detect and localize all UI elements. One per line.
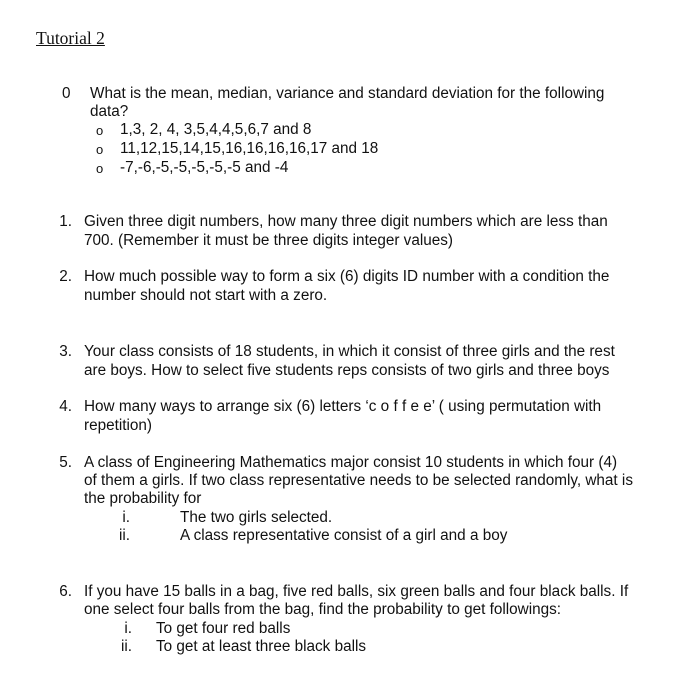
bullet-icon: o (96, 161, 104, 176)
question-text: data? (90, 103, 129, 120)
question-text: one select four balls from the bag, find the probability to get followings: (84, 601, 562, 618)
question-text: Given three digit numbers, how many three digit numbers which are less than (84, 213, 608, 230)
question-text: number should not start with a zero. (84, 287, 328, 304)
sub-question-text: To get at least three black balls (156, 638, 367, 655)
question-number: 2. (59, 268, 72, 285)
question-text: of them a girls. If two class representative needs to be selected randomly, what is (84, 472, 633, 489)
question-text: the probability for (84, 490, 202, 507)
question-text: How many ways to arrange six (6) letters ‘c o f f e e’ ( using permutation with (84, 398, 602, 415)
sub-question-label: ii. (120, 638, 132, 655)
question-text: are boys. How to select five students reps consists of two girls and three boys (84, 362, 610, 379)
question-text: If you have 15 balls in a bag, five red balls, six green balls and four black balls. If (84, 583, 629, 600)
question-text: repetition) (84, 417, 153, 434)
sub-question-label: ii. (118, 527, 130, 544)
question-number: 4. (59, 398, 72, 415)
question-text: A class of Engineering Mathematics major consist 10 students in which four (4) (84, 454, 618, 471)
bullet-icon: o (96, 123, 104, 138)
question-number: 6. (59, 583, 72, 600)
sub-question-text: To get four red balls (156, 620, 291, 637)
data-set: 11,12,15,14,15,16,16,16,16,17 and 18 (120, 140, 379, 157)
bullet-icon: o (96, 142, 104, 157)
question-number: 3. (59, 343, 72, 360)
sub-question-text: A class representative consist of a girl and a boy (180, 527, 508, 544)
sub-question-label: i. (122, 509, 130, 526)
question-number: 1. (59, 213, 72, 230)
sub-question-label: i. (124, 620, 132, 637)
question-text: What is the mean, median, variance and standard deviation for the following (90, 85, 605, 102)
question-number: 5. (59, 454, 72, 471)
question-text: Your class consists of 18 students, in which it consist of three girls and the rest (84, 343, 615, 360)
sub-question-text: The two girls selected. (180, 509, 333, 526)
data-set: -7,-6,-5,-5,-5,-5,-5 and -4 (120, 159, 289, 176)
data-set: 1,3, 2, 4, 3,5,4,4,5,6,7 and 8 (120, 121, 312, 138)
question-text: How much possible way to form a six (6) digits ID number with a condition the (84, 268, 610, 285)
question-number: 0 (62, 85, 71, 102)
page-title: Tutorial 2 (36, 28, 105, 48)
question-text: 700. (Remember it must be three digits integer values) (84, 232, 453, 249)
